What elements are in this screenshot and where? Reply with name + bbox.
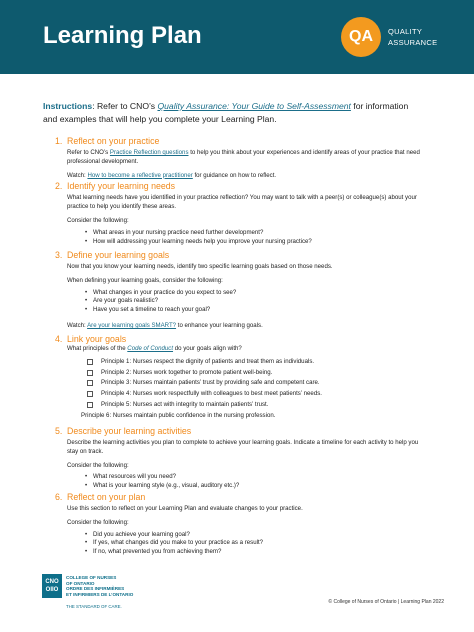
practice-reflection-link[interactable]: Practice Reflection questions: [109, 149, 189, 156]
section-heading: 4. Link your goals: [55, 334, 127, 344]
section-text: Consider the following:: [67, 216, 129, 224]
section-heading: 3. Define your learning goals: [55, 250, 170, 260]
qa-logo-icon: QA: [341, 17, 381, 57]
smart-goals-link[interactable]: Are your learning goals SMART?: [87, 322, 177, 330]
section-learning-goals: [55, 250, 425, 331]
section-text: What learning needs have you identified in your practice reflection? You may want to talk with a peer(s) or colleague(s) about your practice to help you identify these areas.: [67, 194, 417, 210]
principle-2-checkbox[interactable]: Principle 2: Nurses work together to promote patient well-being.: [87, 368, 425, 379]
qa-logo-text: QUALITY ASSURANCE: [388, 27, 438, 47]
list-item: • What is your learning style (e.g., visual, auditory etc.)?: [85, 482, 425, 491]
section-learning-needs: [55, 181, 425, 247]
section-text: When defining your learning goals, consider the following:: [67, 276, 223, 284]
checkbox-icon[interactable]: [87, 359, 93, 365]
cno-logo-text: COLLEGE OF NURSES OF ONTARIO ORDRE DES INFIRMIÈRES ET INFIRMIERS DE L’ONTARIO: [66, 575, 134, 597]
principle-1-checkbox[interactable]: Principle 1: Nurses respect the dignity of patients and treat them as individuals.: [87, 357, 425, 368]
section-text: Consider the following:: [67, 518, 129, 526]
footer-copyright: © College of Nurses of Ontario | Learning Plan 2022: [328, 599, 444, 605]
section-learning-activities: [55, 426, 425, 491]
reflective-practitioner-link[interactable]: How to become a reflective practitioner: [87, 171, 193, 179]
cno-tagline: THE STANDARD OF CARE.: [66, 604, 122, 609]
section-heading: 5. Describe your learning activities: [55, 426, 192, 436]
header-banner: [0, 0, 474, 74]
code-of-conduct-link[interactable]: Code of Conduct: [127, 345, 174, 352]
list-item: • What resources will you need?: [85, 473, 425, 482]
page-title: Learning Plan: [43, 22, 202, 49]
instructions-label: Instructions: [43, 101, 93, 111]
section-text: Now that you know your learning needs, identify two specific learning goals based on those needs.: [67, 263, 333, 270]
cno-logo-icon: CNO OIIO: [42, 574, 62, 598]
list-item: • If yes, what changes did you make to your practice as a result?: [85, 539, 425, 548]
checkbox-icon[interactable]: [87, 380, 93, 386]
section-heading: 1. Reflect on your practice: [55, 136, 160, 146]
list-item: • Have you set a timeline to reach your goal?: [85, 306, 425, 315]
self-assessment-guide-link[interactable]: Quality Assurance: Your Guide to Self-Assessment: [157, 101, 351, 111]
principle-3-checkbox[interactable]: Principle 3: Nurses maintain patients’ trust by providing safe and competent care.: [87, 378, 425, 389]
checkbox-icon[interactable]: [87, 370, 93, 376]
list-item: • What areas in your nursing practice need further development?: [85, 229, 425, 238]
list-item: • Are your goals realistic?: [85, 297, 425, 306]
section-text: Watch: Are your learning goals SMART? to enhance your learning goals.: [67, 322, 263, 330]
section-link-goals: [55, 334, 425, 422]
section-heading: 2. Identify your learning needs: [55, 181, 176, 191]
checkbox-icon[interactable]: [87, 402, 93, 408]
principle-5-checkbox[interactable]: Principle 5: Nurses act with integrity to maintain patients’ trust.: [87, 400, 425, 411]
list-item: • If no, what prevented you from achieving them?: [85, 548, 425, 557]
list-item: • What changes in your practice do you expect to see?: [85, 289, 425, 298]
section-reflect-plan: [55, 492, 425, 556]
instructions-paragraph: Instructions: Refer to CNO’s Quality Assurance: Your Guide to Self-Assessment for information and examples that will help you complete your Learning Plan.: [43, 101, 409, 124]
section-text: Use this section to reflect on your Learning Plan and evaluate changes to your practice.: [67, 505, 303, 512]
section-heading: 6. Reflect on your plan: [55, 492, 146, 502]
list-item: • How will addressing your learning needs help you improve your nursing practice?: [85, 238, 425, 247]
section-text: What principles of the Code of Conduct do your goals align with?: [67, 345, 242, 352]
principle-4-checkbox[interactable]: Principle 4: Nurses work respectfully with colleagues to best meet patients’ needs.: [87, 389, 425, 400]
section-text: Consider the following:: [67, 461, 129, 469]
section-text: Refer to CNO’s Practice Reflection questions to help you think about your experiences and identify areas of your practice that need professional development.: [67, 149, 420, 165]
section-text: Watch: How to become a reflective practitioner for guidance on how to reflect.: [67, 171, 277, 179]
principle-6-checkbox[interactable]: Principle 6: Nurses maintain public confidence in the nursing profession.: [81, 411, 276, 419]
list-item: • Did you achieve your learning goal?: [85, 531, 425, 540]
checkbox-icon[interactable]: [87, 391, 93, 397]
section-reflect-practice: [55, 136, 425, 180]
section-text: Describe the learning activities you plan to complete to achieve your learning goals. Indicate a timeline for each activity to help you stay on track.: [67, 439, 419, 455]
